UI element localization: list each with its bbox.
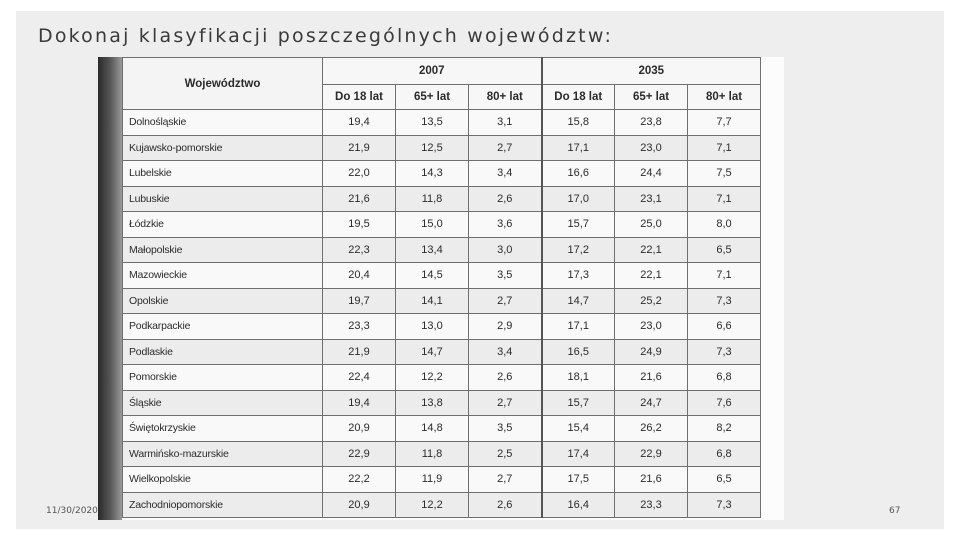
value-cell: 7,1: [688, 135, 761, 161]
value-cell: 13,4: [396, 237, 469, 263]
value-cell: 22,3: [323, 237, 396, 263]
province-name-cell: Wielkopolskie: [123, 467, 323, 493]
value-cell: 14,1: [396, 288, 469, 314]
province-name-cell: Opolskie: [123, 288, 323, 314]
value-cell: 14,8: [396, 416, 469, 442]
table-body: [123, 110, 761, 518]
value-cell: 21,6: [615, 365, 688, 391]
value-cell: 3,6: [469, 212, 542, 238]
table-row: [123, 492, 761, 518]
province-name-cell: Kujawsko-pomorskie: [123, 135, 323, 161]
value-cell: 24,4: [615, 161, 688, 187]
value-cell: 24,7: [615, 390, 688, 416]
province-name-cell: Zachodniopomorskie: [123, 492, 323, 518]
table-row: [123, 390, 761, 416]
value-cell: 3,0: [469, 237, 542, 263]
value-cell: 2,7: [469, 288, 542, 314]
table-row: [123, 467, 761, 493]
table-row: [123, 161, 761, 187]
scan-binding-edge: [98, 57, 122, 520]
year-header-2035: 2035: [542, 58, 761, 85]
value-cell: 20,9: [323, 416, 396, 442]
value-cell: 16,4: [542, 492, 615, 518]
value-cell: 26,2: [615, 416, 688, 442]
value-cell: 7,1: [688, 186, 761, 212]
value-cell: 7,1: [688, 263, 761, 289]
value-cell: 24,9: [615, 339, 688, 365]
value-cell: 20,4: [323, 263, 396, 289]
table-row: [123, 212, 761, 238]
value-cell: 12,2: [396, 492, 469, 518]
value-cell: 15,7: [542, 212, 615, 238]
table-row: [123, 339, 761, 365]
value-cell: 23,0: [615, 135, 688, 161]
value-cell: 7,6: [688, 390, 761, 416]
value-cell: 6,8: [688, 365, 761, 391]
value-cell: 3,5: [469, 416, 542, 442]
value-cell: 12,5: [396, 135, 469, 161]
value-cell: 23,0: [615, 314, 688, 340]
table-row: [123, 416, 761, 442]
scanned-table-image: [98, 57, 784, 520]
value-cell: 8,0: [688, 212, 761, 238]
value-cell: 13,5: [396, 110, 469, 136]
table-row: [123, 314, 761, 340]
value-cell: 14,7: [542, 288, 615, 314]
value-cell: 22,9: [323, 441, 396, 467]
province-name-cell: Mazowieckie: [123, 263, 323, 289]
demographics-table: [122, 57, 761, 518]
age-group-header: Do 18 lat: [542, 85, 615, 110]
province-name-cell: Warmińsko-mazurskie: [123, 441, 323, 467]
value-cell: 15,4: [542, 416, 615, 442]
value-cell: 11,8: [396, 441, 469, 467]
table-row: [123, 110, 761, 136]
value-cell: 22,0: [323, 161, 396, 187]
province-name-cell: Małopolskie: [123, 237, 323, 263]
table-row: [123, 288, 761, 314]
table-row: [123, 186, 761, 212]
value-cell: 6,8: [688, 441, 761, 467]
value-cell: 3,5: [469, 263, 542, 289]
value-cell: 14,3: [396, 161, 469, 187]
value-cell: 23,8: [615, 110, 688, 136]
value-cell: 6,5: [688, 237, 761, 263]
value-cell: 2,6: [469, 186, 542, 212]
province-name-cell: Lubelskie: [123, 161, 323, 187]
table-row: [123, 237, 761, 263]
value-cell: 7,7: [688, 110, 761, 136]
value-cell: 16,6: [542, 161, 615, 187]
value-cell: 2,6: [469, 365, 542, 391]
value-cell: 6,5: [688, 467, 761, 493]
value-cell: 21,6: [323, 186, 396, 212]
province-name-cell: Świętokrzyskie: [123, 416, 323, 442]
value-cell: 7,3: [688, 492, 761, 518]
year-header-2007: 2007: [323, 58, 542, 85]
table-row: [123, 365, 761, 391]
value-cell: 3,4: [469, 339, 542, 365]
value-cell: 8,2: [688, 416, 761, 442]
age-group-header: 80+ lat: [688, 85, 761, 110]
value-cell: 22,4: [323, 365, 396, 391]
value-cell: 19,5: [323, 212, 396, 238]
value-cell: 17,3: [542, 263, 615, 289]
age-group-header: Do 18 lat: [323, 85, 396, 110]
slide-title: Dokonaj klasyfikacji poszczególnych województw:: [38, 25, 614, 47]
value-cell: 11,8: [396, 186, 469, 212]
value-cell: 22,9: [615, 441, 688, 467]
value-cell: 2,6: [469, 492, 542, 518]
table-row: [123, 263, 761, 289]
table-row: [123, 135, 761, 161]
value-cell: 14,5: [396, 263, 469, 289]
value-cell: 13,0: [396, 314, 469, 340]
value-cell: 22,2: [323, 467, 396, 493]
value-cell: 3,1: [469, 110, 542, 136]
value-cell: 25,2: [615, 288, 688, 314]
value-cell: 17,4: [542, 441, 615, 467]
value-cell: 15,8: [542, 110, 615, 136]
value-cell: 17,5: [542, 467, 615, 493]
province-name-cell: Lubuskie: [123, 186, 323, 212]
age-group-header: 65+ lat: [615, 85, 688, 110]
value-cell: 14,7: [396, 339, 469, 365]
value-cell: 22,1: [615, 237, 688, 263]
value-cell: 21,9: [323, 339, 396, 365]
province-name-cell: Pomorskie: [123, 365, 323, 391]
value-cell: 7,5: [688, 161, 761, 187]
province-name-cell: Podkarpackie: [123, 314, 323, 340]
value-cell: 23,3: [615, 492, 688, 518]
province-name-cell: Podlaskie: [123, 339, 323, 365]
value-cell: 2,7: [469, 135, 542, 161]
footer-date: 11/30/2020: [46, 506, 98, 516]
value-cell: 22,1: [615, 263, 688, 289]
value-cell: 21,9: [323, 135, 396, 161]
value-cell: 16,5: [542, 339, 615, 365]
value-cell: 20,9: [323, 492, 396, 518]
value-cell: 17,0: [542, 186, 615, 212]
province-name-cell: Śląskie: [123, 390, 323, 416]
value-cell: 19,4: [323, 110, 396, 136]
age-group-header: 80+ lat: [469, 85, 542, 110]
value-cell: 13,8: [396, 390, 469, 416]
page-number: 67: [889, 506, 901, 516]
value-cell: 2,7: [469, 467, 542, 493]
province-name-cell: Dolnośląskie: [123, 110, 323, 136]
value-cell: 7,3: [688, 288, 761, 314]
value-cell: 15,7: [542, 390, 615, 416]
value-cell: 2,5: [469, 441, 542, 467]
value-cell: 23,1: [615, 186, 688, 212]
value-cell: 15,0: [396, 212, 469, 238]
value-cell: 17,1: [542, 314, 615, 340]
value-cell: 17,1: [542, 135, 615, 161]
age-group-header: 65+ lat: [396, 85, 469, 110]
value-cell: 11,9: [396, 467, 469, 493]
value-cell: 2,7: [469, 390, 542, 416]
value-cell: 2,9: [469, 314, 542, 340]
value-cell: 19,7: [323, 288, 396, 314]
value-cell: 25,0: [615, 212, 688, 238]
value-cell: 23,3: [323, 314, 396, 340]
value-cell: 7,3: [688, 339, 761, 365]
value-cell: 6,6: [688, 314, 761, 340]
province-name-cell: Łódzkie: [123, 212, 323, 238]
value-cell: 17,2: [542, 237, 615, 263]
value-cell: 12,2: [396, 365, 469, 391]
value-cell: 18,1: [542, 365, 615, 391]
value-cell: 21,6: [615, 467, 688, 493]
value-cell: 19,4: [323, 390, 396, 416]
province-column-header: Województwo: [123, 58, 323, 110]
value-cell: 3,4: [469, 161, 542, 187]
table-row: [123, 441, 761, 467]
